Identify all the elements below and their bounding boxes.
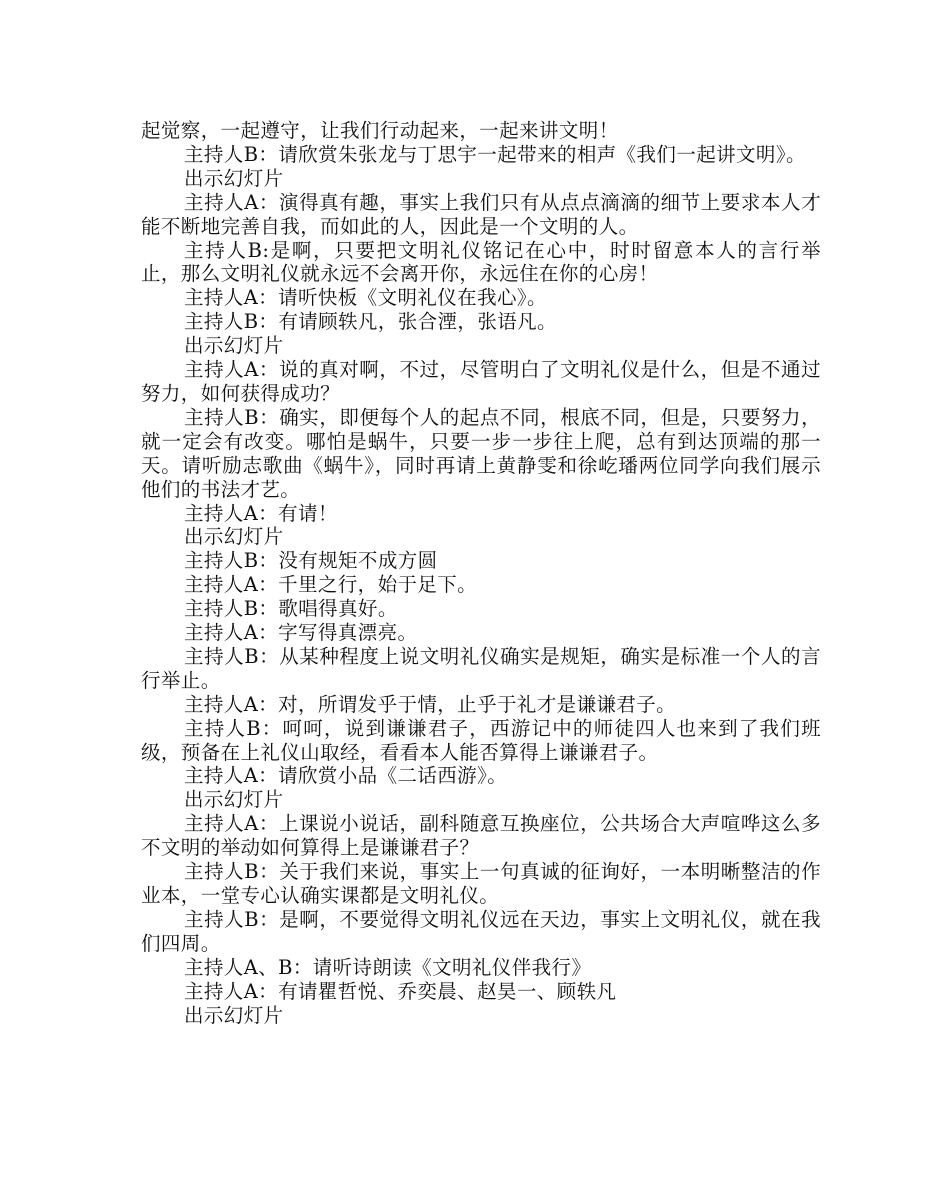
paragraph: 主持人B：请欣赏朱张龙与丁思宇一起带来的相声《我们一起讲文明》。 — [184, 142, 806, 166]
paragraph: 主持人A：千里之行，始于足下。 — [184, 573, 478, 597]
paragraph: 主持人A：对，所谓发乎于情，止乎于礼才是谦谦君子。 — [184, 692, 677, 716]
paragraph: 起觉察，一起遵守，让我们行动起来，一起来讲文明！ — [141, 119, 619, 142]
paragraph: 主持人B：没有规矩不成方圆 — [184, 549, 438, 573]
paragraph: 主持人B：确实，即便每个人的起点不同，根底不同，但是，只要努力，就一定会有改变。哪怕是蜗牛，只要一步一步往上爬，总有到达顶端的那一天。请听励志歌曲《蜗牛》，同时再请上黄静雯和徐屹璠两位同学向我们展示他们的书法才艺。 — [141, 405, 821, 501]
paragraph: 主持人B：呵呵，说到谦谦君子，西游记中的师徒四人也来到了我们班级，预备在上礼仪山取经，看看本人能否算得上谦谦君子。 — [141, 716, 821, 764]
paragraph: 主持人A、B：请听诗朗读《文明礼仪伴我行》 — [184, 955, 592, 979]
paragraph: 主持人A：有请！ — [184, 501, 338, 525]
paragraph: 出示幻灯片 — [184, 788, 284, 812]
paragraph: 主持人A：说的真对啊，不过，尽管明白了文明礼仪是什么，但是不通过努力，如何获得成功？ — [141, 358, 821, 405]
paragraph: 主持人A：字写得真漂亮。 — [184, 621, 418, 645]
paragraph: 主持人B：是啊，不要觉得文明礼仪远在天边，事实上文明礼仪，就在我们四周。 — [141, 907, 821, 955]
paragraph: 主持人B:是啊，只要把文明礼仪铭记在心中，时时留意本人的言行举止，那么文明礼仪就永远不会离开你，永远住在你的心房！ — [141, 238, 821, 286]
paragraph: 主持人B：有请顾轶凡，张合湮，张语凡。 — [184, 310, 557, 334]
paragraph: 主持人A：演得真有趣，事实上我们只有从点点滴滴的细节上要求本人才能不断地完善自我，而如此的人，因此是一个文明的人。 — [141, 190, 821, 238]
paragraph: 主持人A：有请瞿哲悦、乔奕晨、赵昊一、顾轶凡 — [184, 979, 617, 1003]
paragraph: 主持人A：请欣赏小品《二话西游》。 — [184, 764, 508, 788]
paragraph: 主持人B：从某种程度上说文明礼仪确实是规矩，确实是标准一个人的言行举止。 — [141, 644, 821, 692]
paragraph: 出示幻灯片 — [184, 166, 284, 190]
paragraph: 出示幻灯片 — [184, 1003, 284, 1027]
paragraph: 出示幻灯片 — [184, 334, 284, 358]
paragraph: 主持人A：上课说小说话，副科随意互换座位，公共场合大声喧哗这么多不文明的举动如何算得上是谦谦君子？ — [141, 812, 821, 860]
paragraph: 主持人A：请听快板《文明礼仪在我心》。 — [184, 286, 547, 310]
paragraph: 出示幻灯片 — [184, 525, 284, 549]
paragraph: 主持人B：关于我们来说，事实上一句真诚的征询好，一本明晰整洁的作业本，一堂专心认确实课都是文明礼仪。 — [141, 860, 821, 907]
paragraph: 主持人B：歌唱得真好。 — [184, 597, 398, 621]
document-body — [141, 119, 821, 1027]
